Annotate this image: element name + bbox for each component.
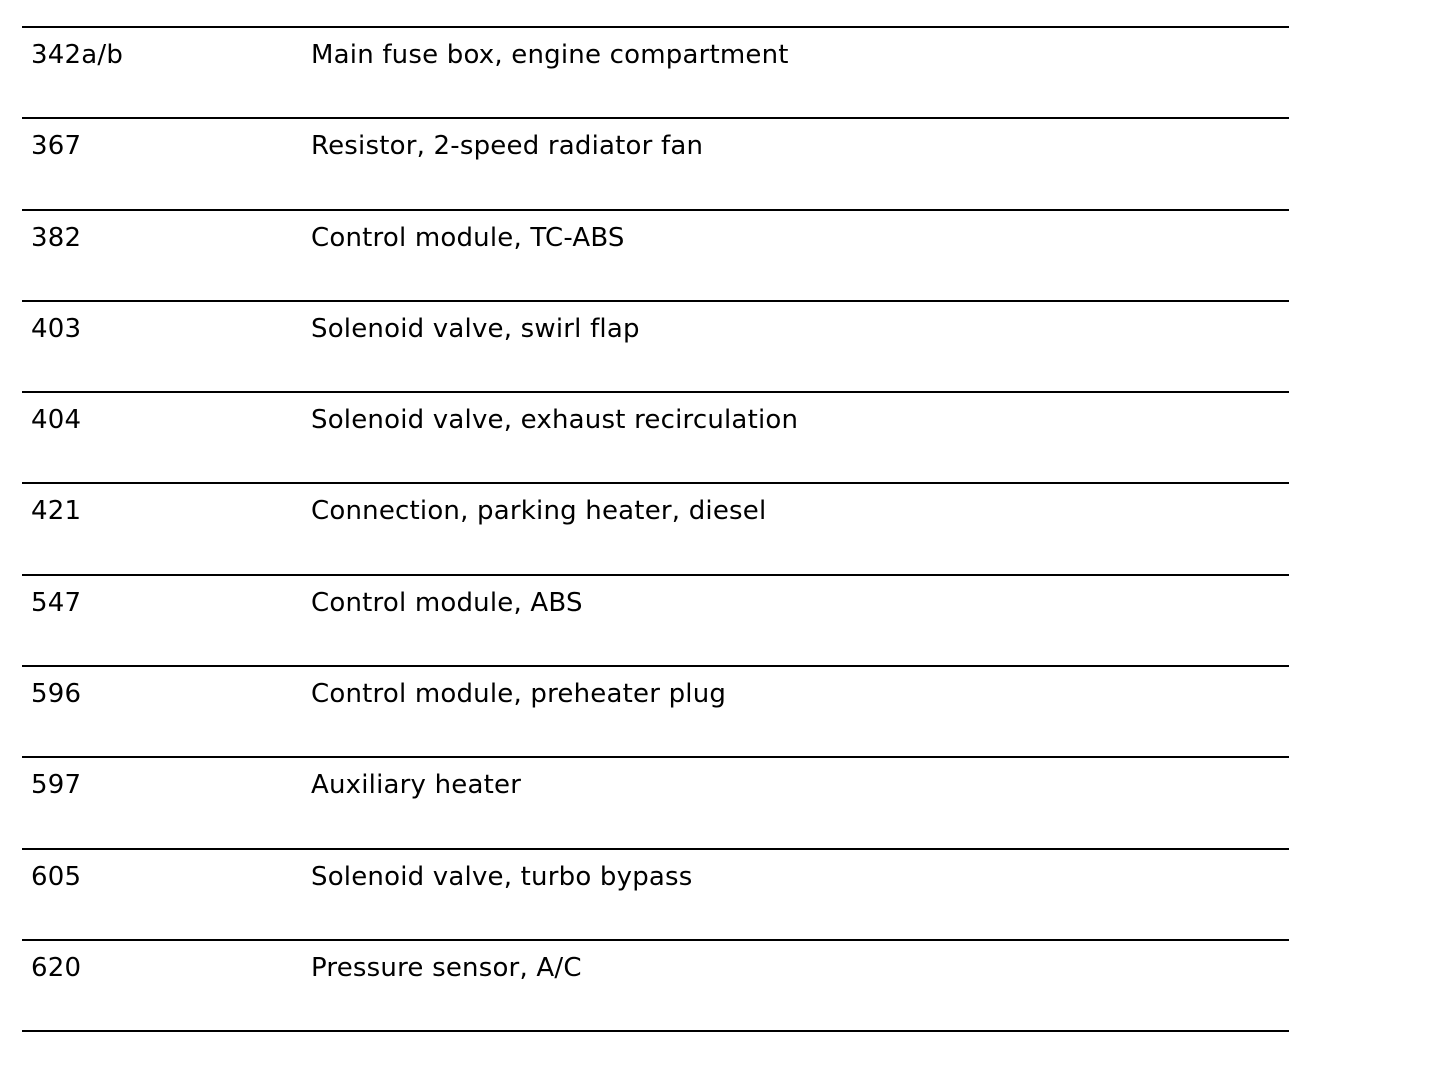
component-description: Solenoid valve, exhaust recirculation [311,405,799,436]
table-row [22,758,1289,849]
table-row [22,28,1289,119]
component-description: Control module, preheater plug [311,679,727,710]
table-row [22,302,1289,393]
component-code: 597 [31,770,82,801]
component-description: Control module, ABS [311,587,583,618]
table-row [22,850,1289,941]
component-code: 421 [31,496,82,527]
component-code: 605 [31,861,82,892]
component-code: 403 [31,313,82,344]
table-row [22,576,1289,667]
component-code: 367 [31,131,82,162]
component-code: 342a/b [31,40,124,70]
table-row [22,941,1289,1032]
component-description: Connection, parking heater, diesel [311,496,767,527]
component-description: Solenoid valve, turbo bypass [311,861,693,892]
component-code: 620 [31,952,82,983]
table-row [22,667,1289,758]
component-description: Main fuse box, engine compartment [311,40,789,70]
table-row [22,211,1289,302]
component-description: Solenoid valve, swirl flap [311,313,640,344]
table-row [22,119,1289,210]
component-code: 547 [31,587,82,618]
component-code: 404 [31,405,82,436]
component-table [22,26,1289,1032]
table-row [22,484,1289,575]
component-description: Resistor, 2-speed radiator fan [311,131,704,162]
table-row [22,393,1289,484]
component-code: 596 [31,679,82,710]
component-code: 382 [31,222,82,253]
component-description: Control module, TC-ABS [311,222,625,253]
component-description: Pressure sensor, A/C [311,952,582,983]
component-description: Auxiliary heater [311,770,522,801]
